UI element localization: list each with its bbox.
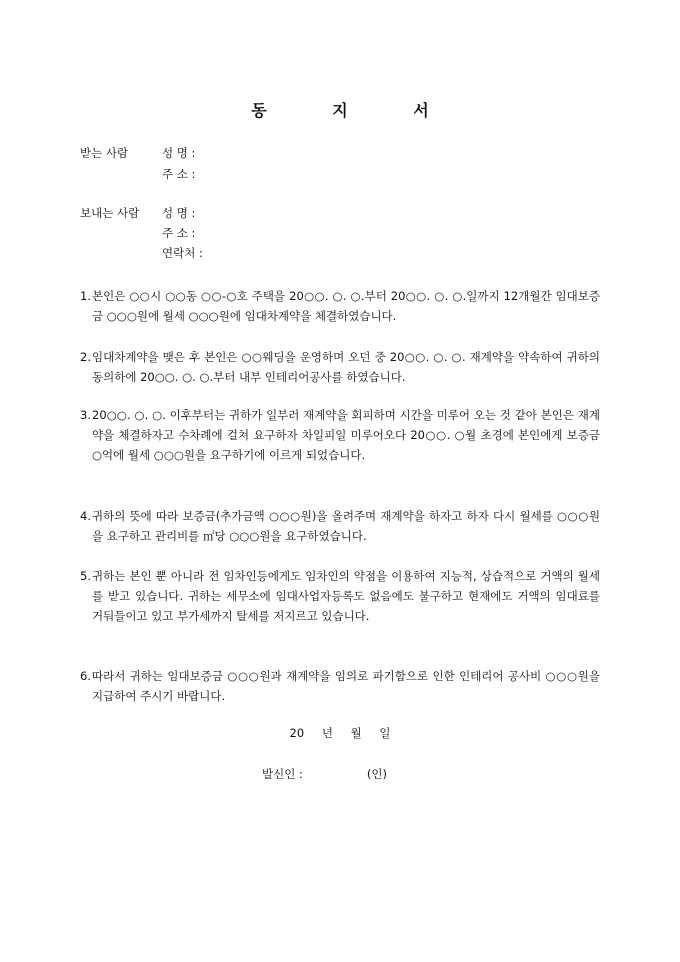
paragraph-4: [80, 506, 600, 546]
paragraph-6: [80, 666, 600, 706]
sender-name-row: [80, 205, 204, 221]
paragraph-number: 6.: [80, 669, 91, 683]
paragraph-number: 1.: [80, 289, 91, 303]
date-line: 20 년 월 일: [289, 726, 391, 740]
sender-address-label: 주 소 :: [162, 226, 196, 240]
sender-label: 보내는 사람: [80, 206, 140, 220]
paragraph-2: [80, 347, 600, 387]
paragraph-text: 따라서 귀하는 임대보증금 ○○○원과 재계약을 임의로 파기함으로 인한 인테리어 공사비 ○○○원을 지급하여 주시기 바랍니다.: [92, 669, 600, 703]
document-title: 동 지 서: [251, 101, 459, 120]
paragraph-3: [80, 405, 600, 465]
signature-label: 발신인 :: [262, 767, 303, 781]
recipient-name-row: [80, 145, 204, 161]
recipient-label: 받는 사람: [80, 146, 129, 160]
recipient-address-row: [80, 166, 204, 182]
sender-contact-label: 연락처 :: [162, 246, 203, 260]
paragraph-number: 3.: [80, 408, 91, 422]
sender-address-row: [80, 225, 204, 241]
sender-contact-row: [80, 245, 204, 261]
recipient-address-label: 주 소 :: [162, 167, 196, 181]
paragraph-number: 5.: [80, 569, 91, 583]
recipient-name-label: 성 명 :: [162, 146, 196, 160]
paragraph-number: 2.: [80, 350, 91, 364]
signature-line: [262, 766, 387, 782]
paragraph-text: 귀하의 뜻에 따라 보증금(추가금액 ○○○원)을 올려주며 재계약을 하자고 하자 다시 월세를 ○○○원을 요구하고 관리비를 ㎡당 ○○○원을 요구하였습니다.: [92, 509, 600, 543]
paragraph-1: [80, 286, 600, 326]
paragraph-5: [80, 566, 600, 626]
paragraph-text: 본인은 ○○시 ○○동 ○○-○호 주택을 20○○. ○. ○.부터 20○○. ○. ○.일까지 12개월간 임대보증금 ○○○원에 월세 ○○○원에 임대차계약을 체결하였습니다.: [92, 289, 600, 323]
paragraph-text: 20○○. ○. ○. 이후부터는 귀하가 일부러 재계약을 회피하며 시간을 미루어 오는 것 같아 본인은 재계약을 체결하자고 수차례에 걸쳐 요구하자 차일피일 미루어오다 20○○. ○월 초경에 본인에게 보증금 ○억에 월세 ○○○원을 요구하기에 이르게 되었습니다.: [92, 408, 600, 462]
seal-mark: (인): [366, 767, 387, 781]
sender-name-label: 성 명 :: [162, 206, 196, 220]
paragraph-text: 귀하는 본인 뿐 아니라 전 임차인등에게도 임차인의 약점을 이용하여 지능적, 상습적으로 거액의 월세를 받고 있습니다. 귀하는 세무소에 임대사업자등록도 없음에도 불구하고 현재에도 거액의 임대료를 거둬들이고 있고 부가세까지 탈세를 저지르고 있습니다.: [92, 569, 600, 623]
paragraph-text: 임대차계약을 맺은 후 본인은 ○○웨딩을 운영하며 오던 중 20○○. ○. ○. 재계약을 약속하여 귀하의 동의하에 20○○. ○. ○.부터 내부 인테리어공사를 하였습니다.: [92, 350, 600, 384]
paragraph-number: 4.: [80, 509, 91, 523]
